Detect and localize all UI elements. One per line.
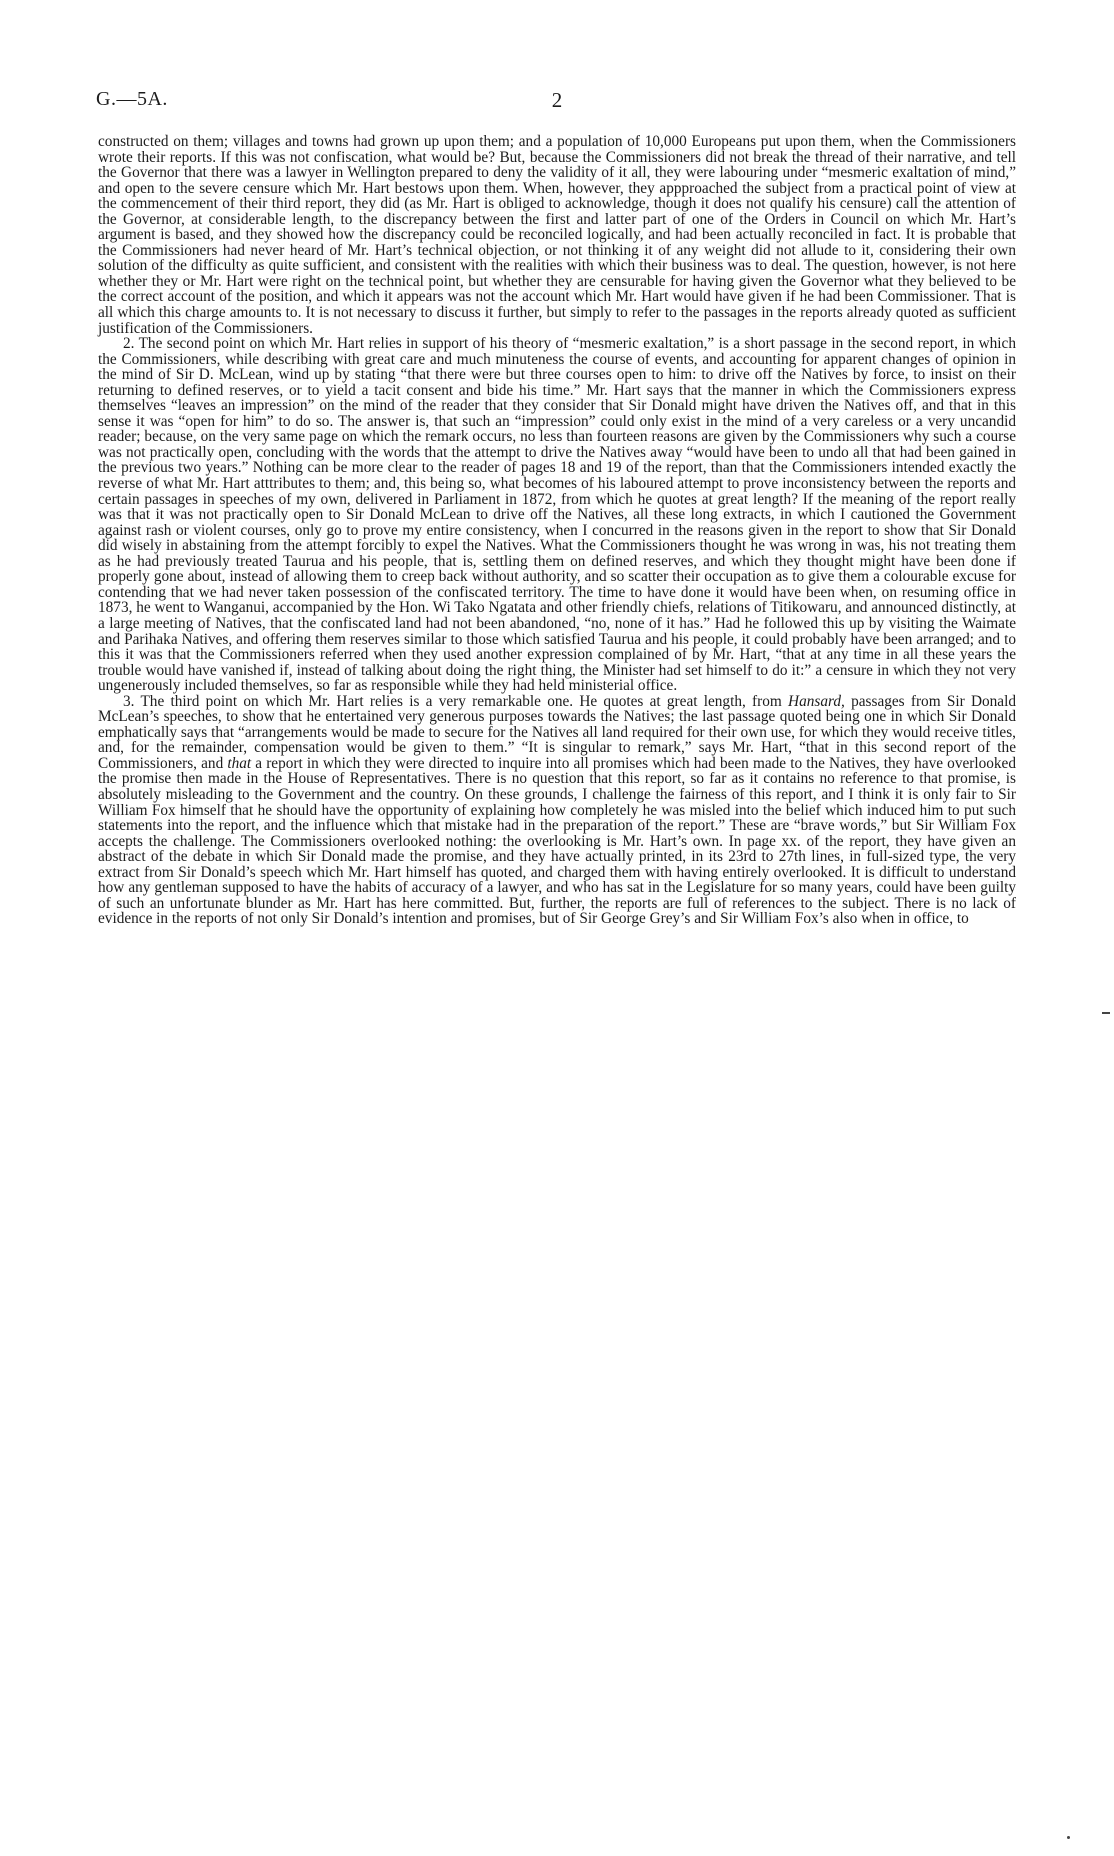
paragraph-continuation: constructed on them; villages and towns had grown up upon them; and a population of 10,000 Europeans put upon them, when the Commissioners wrote their reports. If this was not confiscation, what would be? But, because the Commissioners did not break the thread of their narrative, and tell the Governor that there was a lawyer in Wellington prepared to deny the validity of it all, they were labouring under “mesmeric exaltation of mind,” and open to the severe censure which Mr. Hart bestows upon them. When, however, they appproached the subject from a practical point of view at the commencement of their third report, they did (as Mr. Hart is obliged to acknowledge, though it does not qualify his censure) call the attention of the Governor, at considerable length, to the discrepancy between the first and latter part of one of the Orders in Council on which Mr. Hart’s argument is based, and they showed how the discrepancy could be reconciled logically, and had been actually reconciled in fact. It is probable that the Commissioners had never heard of Mr. Hart’s technical objection, or not thinking it of any weight did not allude to it, considering their own solution of the difficulty as quite sufficient, and consistent with the realities with which their business was to deal. The question, however, is not here whether they or Mr. Hart were right on the technical point, but whether they are censurable for having given the Governor what they believed to be the correct account of the position, and which it appears was not the account which Mr. Hart would have given if he had been Commissioner. That is all which this charge amounts to. It is not necessary to discuss it further, but simply to refer to the passages in the reports already quoted as sufficient justification of the Commissioners. [98, 133, 1016, 337]
page-number: 2 [551, 88, 563, 112]
margin-dot-mark [1067, 1836, 1070, 1839]
italic-hansard: Hansard, [788, 692, 845, 710]
paragraph-point-3 [98, 694, 1016, 927]
italic-emphasis: that [227, 754, 252, 772]
document-reference: G.—5A. [96, 88, 168, 110]
page-header [98, 88, 1016, 118]
paragraph-text: a report in which they were directed to inquire into all promises which had been made to the Natives, they have overlooked the promise then made in the House of Representatives. There is no question that this report, so far as it contains no reference to that promise, is absolutely misleading to the Government and the country. On these grounds, I challenge the fairness of this report, and I think it is only fair to Sir William Fox himself that he should have the opportunity of explaining how completely he was misled into the belief which induced him to put such statements into the report, and the influence which that mistake had in the preparation of the report.” These are “brave words,” but Sir William Fox accepts the challenge. The Commissioners overlooked nothing: the overlooking is Mr. Hart’s own. In page xx. of the report, they have given an abstract of the debate in which Sir Donald made the promise, and they have actually printed, in its 23rd to 27th lines, in full-sized type, the very extract from Sir Donald’s speech which Mr. Hart himself has quoted, and charged them with having entirely overlooked. It is difficult to understand how any gentleman supposed to have the habits of accuracy of a lawyer, and who has sat in the Legislature for so many years, could have been guilty of such an unfortunate blunder as Mr. Hart has here committed. But, further, the reports are full of references to the subject. There is no lack of evidence in the reports of not only Sir Donald’s intention and promises, but of Sir George Grey’s and Sir William Fox’s also when in office, to [98, 754, 1016, 928]
paragraph-text: 3. The third point on which Mr. Hart relies is a very remarkable one. He quotes at great length, from [123, 692, 789, 710]
paragraph-point-2: 2. The second point on which Mr. Hart relies in support of his theory of “mesmeric exaltation,” is a short passage in the second report, in which the Commissioners, while describing with great care and much minuteness the course of events, and accounting for apparent changes of opinion in the mind of Sir D. McLean, wind up by stating “that there were but three courses open to him: to drive off the Natives by force, to insist on their returning to defined reserves, or to yield a tacit consent and bide his time.” Mr. Hart says that the manner in which the Commissioners express themselves “leaves an impression” on the mind of the reader that they consider that Sir Donald might have driven the Natives off, and that in this sense it was “open for him” to do so. The answer is, that such an “impression” could only exist in the mind of a very careless or a very uncandid reader; because, on the very same page on which the remark occurs, no less than fourteen reasons are given by the Commissioners why such a course was not practically open, concluding with the words that the attempt to drive the Natives away “would have been to undo all that had been gained in the previous two years.” Nothing can be more clear to the reader of pages 18 and 19 of the report, than that the Commissioners intended exactly the reverse of what Mr. Hart atttributes to them; and, this being so, what becomes of his laboured attempt to prove inconsistency between the reports and certain passages in speeches of my own, delivered in Parliament in 1872, from which he quotes at great length? If the meaning of the report really was that it was not practically open to Sir Donald McLean to drive off the Natives, all these long extracts, in which I cautioned the Government against rash or violent courses, only go to prove my entire consistency, when I concurred in the reasons given in the report to show that Sir Donald did wisely in abstaining from the attempt forcibly to expel the Natives. What the Commissioners thought he was wrong in was, his not treating them as he had previously treated Taurua and his people, that is, settling them on defined reserves, and which they thought might have been done if properly gone about, instead of allowing them to creep back without authority, and so scatter their occupation as to give them a colourable excuse for contending that we had never taken possession of the confiscated territory. The time to have done it would have been when, on resuming office in 1873, he went to Wanganui, accompanied by the Hon. Wi Tako Ngatata and other friendly chiefs, relations of Titikowaru, and announced distinctly, at a large meeting of Natives, that the confiscated land had not been abandoned, “no, none of it has.” Had he followed this up by visiting the Waimate and Parihaka Natives, and offering them reserves similar to those which satisfied Taurua and his people, it could probably have been arranged; and to this it was that the Commissioners referred when they used another expression complained of by Mr. Hart, “that at any time in all these years the trouble would have vanished if, instead of talking about doing the right thing, the Minister had set himself to do it:” a censure in which they not very ungenerously included themselves, so far as responsible while they had held ministerial office. [98, 335, 1016, 695]
paragraph-text: passages from Sir Donald McLean’s speeches, to show that he entertained very generous purposes towards the Natives; the last passage quoted being one in which Sir Donald emphatically says that “arrangements would be made to secure for the Natives all land required for their own use, for which they would receive titles, and, for the remainder, compensation would be given to them.” “It is singular to remark,” says Mr. Hart, “that in this second report of the Commissioners, and [98, 692, 1016, 772]
margin-dash-mark [1102, 1012, 1110, 1014]
document-body [98, 134, 1016, 927]
